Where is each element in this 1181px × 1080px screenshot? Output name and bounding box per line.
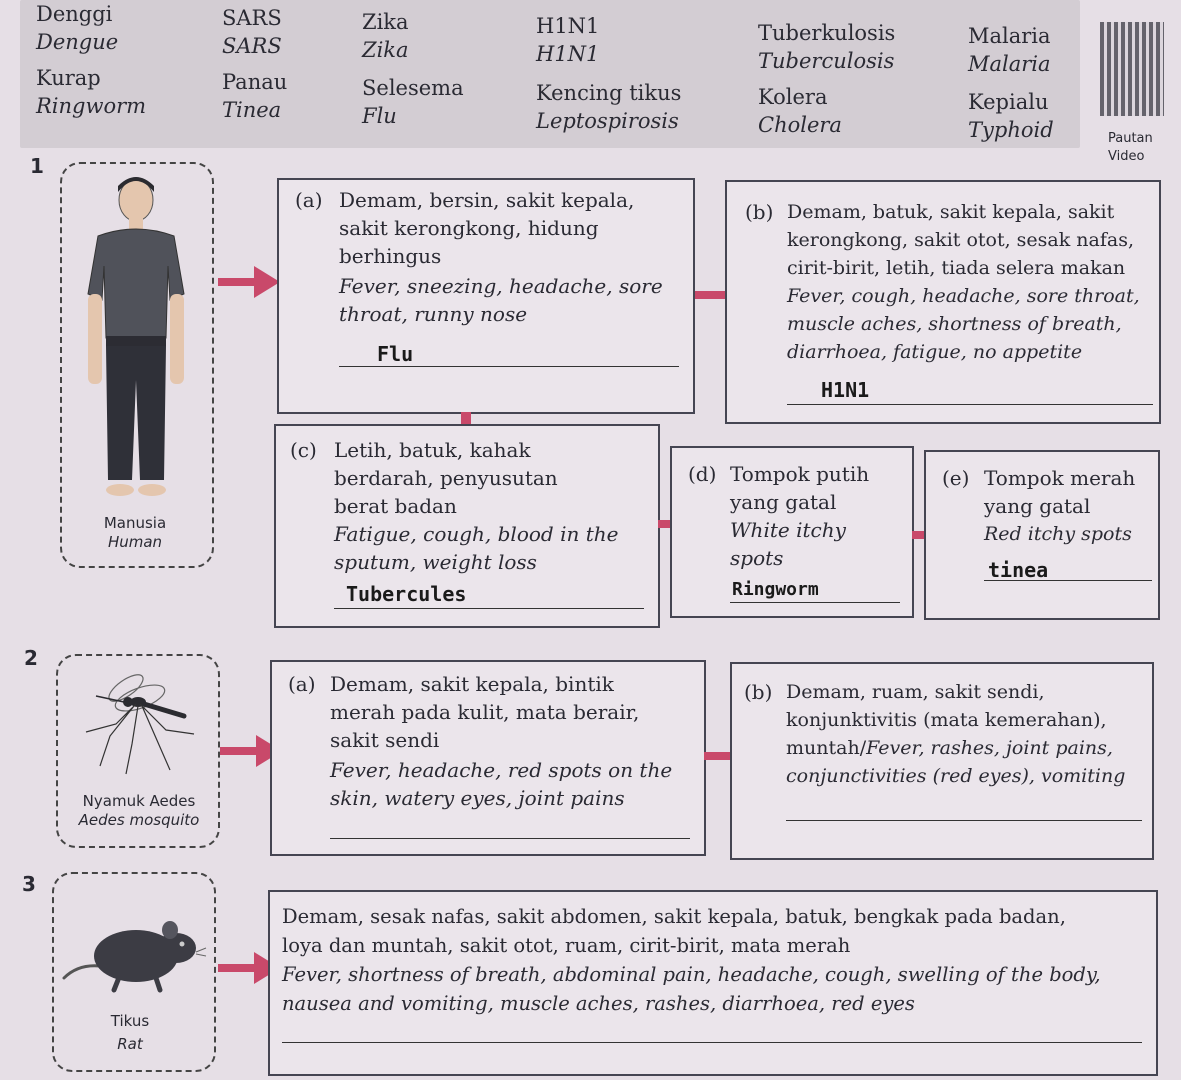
symptom-text: Demam, sakit kepala, bintik merah pada kulit, mata berair, sakit sendi Fever, headache, red spots on the skin, watery eyes, joint pains <box>330 672 673 810</box>
section-number: 1 <box>30 154 44 178</box>
symptom-text: Demam, batuk, sakit kepala, sakit kerongkong, sakit otot, sesak nafas, cirit-birit, letih, tiada selera makan Fever, cough, headache, sore throat, muscle aches, shortness of breath, diarrhoea, fatigue, no appetite <box>787 201 1140 363</box>
connector <box>704 752 732 760</box>
host-caption: Nyamuk Aedes Aedes mosquito <box>78 792 200 829</box>
section-number: 2 <box>24 646 38 670</box>
item-label: (a) <box>288 672 316 696</box>
symptom-text: Tompok merah yang gatal Red itchy spots <box>984 466 1136 545</box>
rat-icon <box>58 904 208 994</box>
legend-term: Zika Zika <box>362 10 409 62</box>
item-label: (b) <box>744 680 773 704</box>
symptom-box-1e <box>924 450 1160 620</box>
item-label: (a) <box>295 188 323 212</box>
symptom-box-3 <box>268 890 1158 1076</box>
symptom-box-2a <box>270 660 706 856</box>
symptom-text: Demam, bersin, sakit kepala, sakit kerongkong, hidung berhingus Fever, sneezing, headache, sore throat, runny nose <box>339 188 663 326</box>
symptom-box-1a <box>277 178 695 414</box>
answer-line <box>786 820 1142 821</box>
legend-term: Panau Tinea <box>222 70 288 122</box>
legend-term: SARS SARS <box>222 6 282 58</box>
answer-line <box>339 366 679 367</box>
answer-handwritten: H1N1 <box>821 378 870 402</box>
answer-line <box>984 580 1152 581</box>
qr-caption: Pautan Video <box>1108 131 1153 164</box>
answer-line <box>282 1042 1142 1043</box>
legend-term: Tuberkulosis Tuberculosis <box>758 21 896 73</box>
human-figure-icon <box>80 170 192 505</box>
qr-code-icon[interactable] <box>1100 22 1164 116</box>
symptom-text: Demam, ruam, sakit sendi, konjunktivitis (mata kemerahan), muntah/Fever, rashes, joint pains, conjunctivities (red eyes), vomiting <box>786 681 1126 787</box>
item-label: (e) <box>942 466 970 490</box>
legend-term: Kolera Cholera <box>758 85 842 137</box>
answer-line <box>330 838 690 839</box>
item-label: (c) <box>290 438 317 462</box>
symptom-box-1d <box>670 446 914 618</box>
host-caption: Manusia Human <box>103 514 167 551</box>
section-number: 3 <box>22 872 36 896</box>
symptom-text: Demam, sesak nafas, sakit abdomen, sakit kepala, batuk, bengkak pada badan, loya dan muntah, sakit otot, ruam, cirit-birit, mata merah Fever, shortness of breath, abdominal pain, headache, cough, swelling of the body, nausea and vomiting, muscle aches, rashes, diarrhoea, red eyes <box>282 905 1101 1015</box>
connector <box>695 291 727 299</box>
answer-handwritten: Tubercules <box>346 582 467 606</box>
legend-term: Malaria Malaria <box>968 24 1051 76</box>
answer-line <box>787 404 1153 405</box>
answer-line <box>730 602 900 603</box>
legend-term: Denggi Dengue <box>36 2 119 54</box>
symptom-text: Letih, batuk, kahak berdarah, penyusutan berat badan Fatigue, cough, blood in the sputum, weight loss <box>334 438 619 574</box>
answer-handwritten: Flu <box>377 342 414 366</box>
symptom-box-1c <box>274 424 660 628</box>
mosquito-icon <box>76 666 196 776</box>
arrow-icon <box>218 272 278 292</box>
legend-term: Kencing tikus Leptospirosis <box>536 81 682 133</box>
legend-term: Kurap Ringworm <box>36 66 147 118</box>
host-caption: Tikus Rat <box>110 1012 150 1053</box>
answer-line <box>334 608 644 609</box>
legend-term: Kepialu Typhoid <box>968 90 1054 142</box>
item-label: (b) <box>745 200 774 224</box>
item-label: (d) <box>688 462 717 486</box>
answer-handwritten: Ringworm <box>732 579 819 600</box>
symptom-box-2b <box>730 662 1154 860</box>
legend-term: Selesema Flu <box>362 76 464 128</box>
legend-term: H1N1 H1N1 <box>536 14 600 66</box>
symptom-box-1b <box>725 180 1161 424</box>
symptom-text: Tompok putih yang gatal White itchy spots <box>730 462 870 570</box>
answer-handwritten: tinea <box>988 558 1049 582</box>
